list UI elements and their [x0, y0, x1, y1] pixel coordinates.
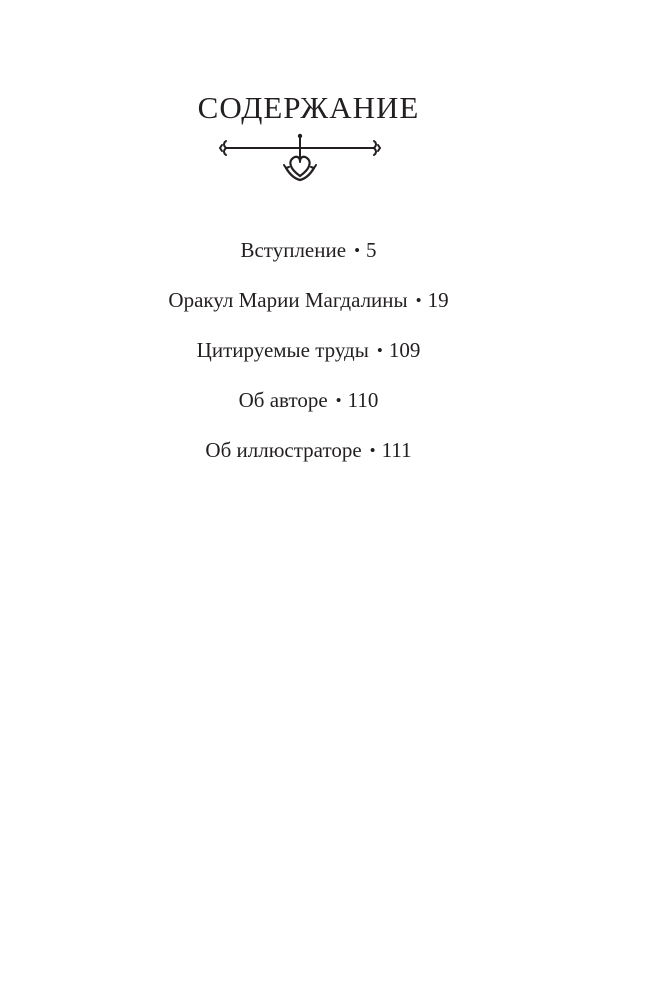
table-of-contents: [0, 232, 617, 482]
toc-entry-page: 19: [427, 288, 449, 312]
toc-entry[interactable]: [0, 232, 617, 282]
toc-separator: •: [335, 391, 342, 410]
toc-separator: •: [369, 441, 376, 460]
toc-entry[interactable]: [0, 382, 617, 432]
toc-entry-page: 110: [347, 388, 379, 412]
toc-entry-title: Об иллюстраторе: [205, 438, 362, 462]
anchor-heart-flourish-icon: [218, 132, 382, 188]
toc-entry-title: Оракул Марии Магдалины: [168, 288, 408, 312]
toc-entry-title: Об авторе: [238, 388, 328, 412]
toc-entry-page: 109: [388, 338, 421, 362]
toc-entry-page: 5: [366, 238, 377, 262]
toc-entry[interactable]: [0, 432, 617, 482]
toc-entry-title: Цитируемые труды: [196, 338, 369, 362]
toc-separator: •: [354, 241, 361, 260]
toc-entry[interactable]: [0, 332, 617, 382]
toc-entry-page: 111: [381, 438, 412, 462]
toc-entry-title: Вступление: [240, 238, 347, 262]
toc-separator: •: [376, 341, 383, 360]
toc-separator: •: [415, 291, 422, 310]
toc-entry[interactable]: [0, 282, 617, 332]
page-title: СОДЕРЖАНИЕ: [197, 90, 420, 125]
